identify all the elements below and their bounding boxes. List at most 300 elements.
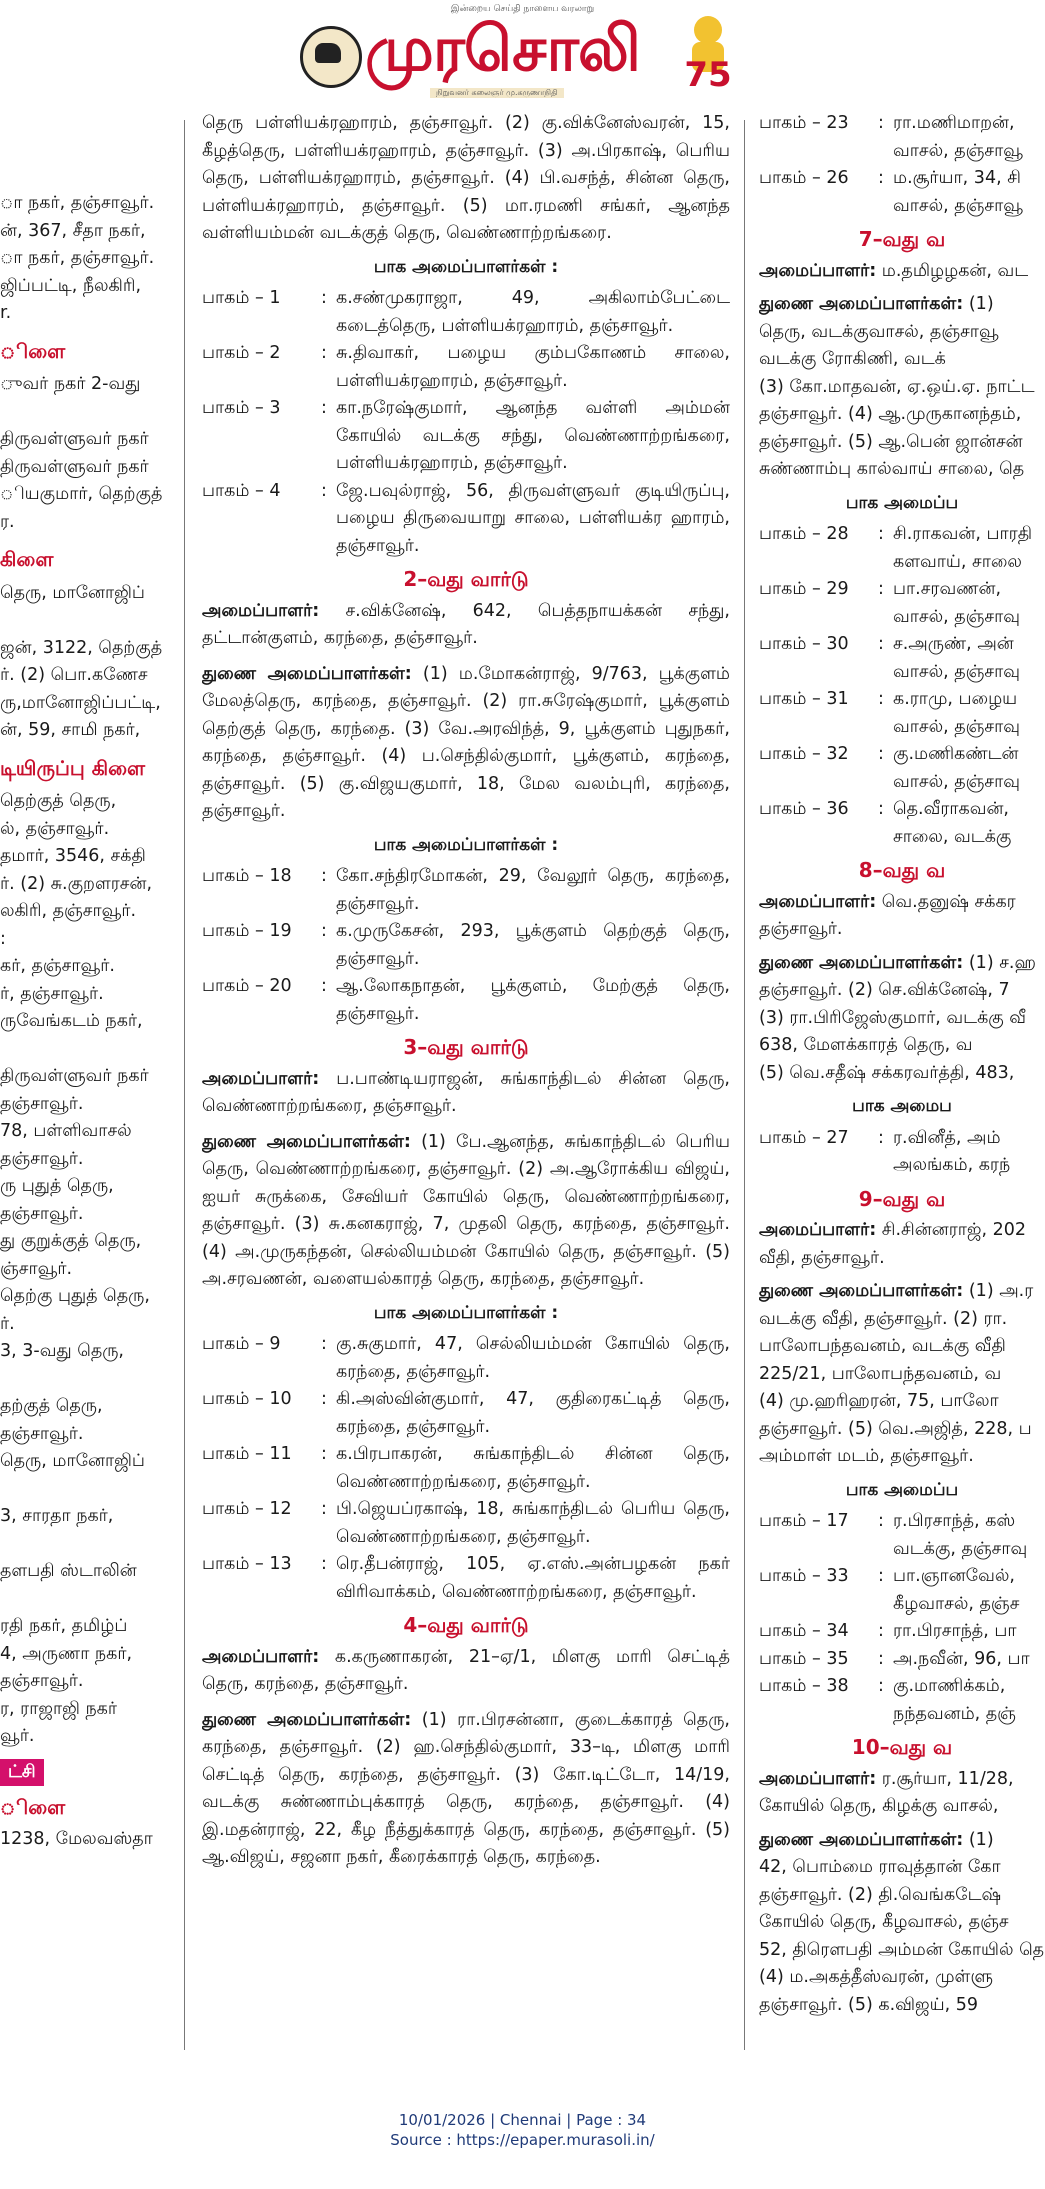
colon-separator: : [321,1334,327,1354]
bagam-value: ஆ.லோகநாதன், பூக்குளம், மேற்குத் தெரு, தஞ்சாவூர். [336,976,730,1024]
colon-separator: : [321,480,327,501]
masthead-tagline: இன்றைய செய்தி நாளைய வரலாறு [450,4,595,14]
bagam-number [759,1536,869,1564]
text-line [0,1476,166,1504]
bagam-value: ம.சூர்யா, 34, சி [893,168,1021,188]
text-line: தஞ்சாவூர். (4) ஆ.முருகானந்தம், [759,404,1022,424]
text-line: ா நகர், தஞ்சாவூர். [0,248,155,268]
text-line: கோயில் தெரு, கீழவாசல், தஞ்ச [759,1912,1009,1932]
text-line: 1238, மேலவஸ்தா [0,1828,153,1849]
text-line: (3) கோ.மாதவன், ஏ.ஒய்.ஏ. நாட்ட [759,376,1035,397]
colon-separator: : [321,398,327,418]
ward-8-lines [759,977,1045,1087]
bagam-number: பாகம் – 13 [202,1554,292,1574]
bagam-row [759,1701,1045,1729]
section-heading: ிளை [0,338,66,363]
ward-10-organizer [759,1766,1045,1794]
bagam-number [759,604,869,632]
section-subheading: பாக அமைப்பாளர்கள் : [373,834,559,855]
bagam-row [759,824,1045,852]
bagam-number: பாகம் – 36 [759,799,849,819]
text-line: (4) ம.அகத்தீஸ்வரன், முள்ளு [759,1967,993,1987]
bagam-value: ஜே.பவுல்ராஜ், 56, திருவள்ளுவர் குடியிருப்பு, பழைய திருவையாறு சாலை, பள்ளியக்ர ஹாரம், தஞ்சாவூர். [336,480,730,556]
bagam-number: பாகம் – 33 [759,1566,849,1586]
bagam-row [759,1563,1045,1591]
bagam-value: ரா.மணிமாறன், [893,113,1015,133]
bagam-row [759,576,1045,604]
colon-separator: : [878,1621,884,1641]
bagam-row [759,714,1045,742]
column-divider [744,120,745,2050]
ward-10-deputies [759,1827,1045,1855]
section-heading: கிளை [0,547,54,571]
colon-separator: : [878,524,884,544]
text-line [0,1586,166,1614]
text-line: தஞ்சாவூர். (2) தி.வெங்கடேஷ் [759,1884,1002,1905]
bagam-number [759,714,869,742]
section-subheading: பாக அமைப்ப [845,492,959,513]
bagam-row [202,1386,730,1441]
bagam-value: க.முருகேசன், 293, பூக்குளம் தெற்குத் தெரு, தஞ்சாவூர். [336,921,730,969]
bagam-number: பாகம் – 28 [759,524,849,544]
organizer-value: க.கருணாகரன், 21–ஏ/1, மிளகு மாரி செட்டித் தெரு, கரந்தை, தஞ்சாவூர். [202,1646,730,1694]
bagam-value: சு.திவாகர், பழைய கும்பகோணம் சாலை, பள்ளியக்ரஹாரம், தஞ்சாவூர். [336,343,730,391]
text-line: ுவர் நகர் 2-வது [0,374,141,394]
bagam-value: களவாய், சாலை [893,551,1022,572]
bagam-row [202,973,730,1028]
bagam-row [759,604,1045,632]
ward-heading-9: 9–வது வ [858,1186,946,1211]
bagam-number [759,769,869,797]
ward-8-organizer [759,889,1045,917]
text-line: லகிரி, தஞ்சாவூர். [0,901,137,921]
bagam-number [759,824,869,852]
ward-9-organizer [759,1217,1045,1245]
bagam-number [759,193,869,221]
deputies-value: (1) பே.ஆனந்த, சுங்காந்திடல் பெரிய தெரு, வெண்ணாற்றங்கரை, தஞ்சாவூர். (2) அ.ஆரோக்கிய விஜய், ஐயர் சுருக்கை, சேவியர் கோயில் தெரு, வெண்ணாற்றங்கரை, தஞ்சாவூர். (3) சு.கனகராஜ், 7, முதலி தெரு, கரந்தை, தஞ்சாவூர். (4) அ.முருகந்தன், செல்லியம்மன் கோயில் தெரு, தஞ்சாவூர். (5) அ.சரவணன், வளையல்காரத் தெரு, கரந்தை, தஞ்சாவூர். [202,1131,730,1289]
bagam-row [759,1618,1045,1646]
text-line: ஜன், 3122, தெற்குத் [0,637,163,658]
bagam-value: பா.ஞானவேல், [893,1566,1015,1586]
text-line: கோயில் தெரு, கிழக்கு வாசல், [759,1796,999,1816]
text-line: தளபதி ஸ்டாலின் [0,1561,137,1581]
ward-heading-3: 3–வது வார்டு [403,1035,529,1059]
text-line: திருவள்ளுவர் நகர் [0,456,149,477]
bagam-row [759,1591,1045,1619]
bagam-number: பாகம் – 11 [202,1444,292,1464]
bagam-list-3 [202,1331,730,1606]
colon-separator [869,193,893,221]
deputies-value: (1) ச.ஹ [963,952,1036,973]
colon-separator: : [878,689,884,709]
section-subheading: பாக அமைப்ப [845,1479,959,1500]
bagam-row [759,549,1045,577]
bagam-value: அலங்கம், கரந் [893,1155,1011,1175]
bagam-number [759,138,869,166]
bagam-number: பாகம் – 17 [759,1511,849,1531]
text-line: ரு புதுத் தெரு, [0,1176,114,1196]
bagam-number: பாகம் – 26 [759,168,849,188]
text-line: ர். (2) சு.குறளரசன், [0,873,153,894]
ward-heading-8: 8–வது வ [858,858,946,882]
organizer-value: ப.பாண்டியராஜன், சுங்காந்திடல் சின்ன தெரு, வெண்ணாற்றங்கரை, தஞ்சாவூர். [202,1068,730,1116]
colon-separator: : [321,343,327,363]
text-line: 78, பள்ளிவாசல் [0,1121,132,1141]
left-column [0,110,166,2060]
organizer-value: சி.சின்னராஜ், 202 [876,1220,1027,1240]
left-badge-wrap [0,1759,166,1787]
bagam-value: க.சண்முகராஜா, 49, அகிலாம்பேட்டை கடைத்தெரு, பள்ளியக்ரஹாரம், தஞ்சாவூர். [336,288,730,336]
bagam-number: பாகம் – 29 [759,579,849,599]
deputies-value: (1) அ.ர [963,1281,1034,1301]
organizer-label: அமைப்பாளர்: [759,260,877,281]
bagam-row [759,193,1045,221]
bagam-number: பாகம் – 12 [202,1499,292,1519]
text-line: ருவேங்கடம் நகர், [0,1011,143,1031]
colon-separator [869,1152,893,1180]
party-seal-icon [300,26,362,88]
colon-separator [869,1536,893,1564]
bagam-row [202,1331,730,1386]
bagam-number [759,1152,869,1180]
bagam-value: பா.சரவணன், [893,579,1002,599]
colon-separator: : [878,1511,884,1531]
bagam-number: பாகம் – 35 [759,1648,849,1669]
bagam-row [202,285,730,340]
bagam-number [759,549,869,577]
bagam-value: ர.வினீத், அம் [893,1127,1001,1148]
text-line: தஞ்சாவூர். (5) ஆ.பென் ஜான்சன் [759,431,1023,452]
text-line: (5) வெ.சதீஷ் சக்கரவர்த்தி, 483, [759,1062,1015,1083]
deputies-label: துணை அமைப்பாளர்கள்: [759,1829,964,1850]
bagam-value: வாசல், தஞ்சாவூ [893,195,1024,216]
section-subheading: பாக அமைப [852,1096,952,1116]
bagam-number: பாகம் – 10 [202,1389,292,1409]
text-line: வடக்கு ரோகிணி, வடக் [759,349,946,369]
text-line: ர், தஞ்சாவூர். [0,983,104,1004]
bagam-number: பாகம் – 34 [759,1621,849,1641]
bagam-number: பாகம் – 20 [202,976,292,996]
deputies-value: (1) ம.மோகன்ராஜ், 9/763, பூக்குளம் மேலத்தெரு, கரந்தை, தஞ்சாவூர். (2) ரா.சுரேஷ்குமார், பூக்குளம் தெற்குத் தெரு, கரந்தை. (3) வே.அரவிந்த், 9, பூக்குளம் புதுநகர், கரந்தை, தஞ்சாவூர். (4) ப.செந்தில்குமார், பூக்குளம், கரந்தை, தஞ்சாவூர். (5) கு.விஜயகுமார், 18, மேல வலம்புரி, கரந்தை, தஞ்சாவூர். [202,663,730,821]
text-line: தஞ்சாவூர். [0,1203,84,1224]
bagam-row [759,631,1045,659]
bagam-value: கு.மாணிக்கம், [893,1676,1006,1696]
text-line: : [0,928,6,949]
text-line: ஞ்சாவூர். [0,1258,73,1279]
text-line: 52, திரௌபதி அம்மன் கோயில் தெ [759,1939,1045,1960]
colon-separator: : [321,921,327,941]
bagam-list-8 [759,1125,1045,1180]
text-line: திருவள்ளுவர் நகர் [0,429,149,449]
bagam-row [759,1125,1045,1153]
intro-paragraph: தெரு பள்ளியக்ரஹாரம், தஞ்சாவூர். (2) கு.விக்னேஸ்வரன், 15, கீழத்தெரு, பள்ளியக்ரஹாரம், தஞ்சாவூர். (3) அ.பிரகாஷ், பெரிய தெரு, பள்ளியக்ரஹாரம், தஞ்சாவூர். (4) பி.வசந்த், சின்ன தெரு, பள்ளியக்ரஹாரம், தஞ்சாவூர். (5) மா.ரமணி சங்கர், ஆனந்த வள்ளியம்மன் வடக்குத் தெரு, வெண்ணாற்றங்கரை. [202,113,730,243]
bagam-number: பாகம் – 30 [759,634,849,654]
masthead-title: முரசொலி [365,12,640,85]
text-line: 3, சாரதா நகர், [0,1506,114,1526]
text-line: தஞ்சாவூர். [0,1093,84,1114]
bagam-value: ச.அருண், அன் [893,634,1014,654]
bagam-value: ரா.பிரசாந்த், பா [893,1621,1017,1641]
bagam-value: வடக்கு, தஞ்சாவு [893,1538,1028,1559]
bagam-row [759,796,1045,824]
bagam-value: கா.நரேஷ்குமார், ஆனந்த வள்ளி அம்மன் கோயில் வடக்கு சந்து, வெண்ணாற்றங்கரை, பள்ளியக்ரஹாரம், தஞ்சாவூர். [336,398,730,473]
bagam-value: தெ.வீராகவன், [893,799,1009,819]
bagam-row [759,1673,1045,1701]
colon-separator: : [878,113,884,133]
ward-7-deputies [759,291,1045,319]
footer-source-link[interactable]: Source : https://epaper.murasoli.in/ [390,2131,655,2149]
colon-separator: : [321,866,327,886]
organizer-label: அமைப்பாளர்: [759,891,877,912]
text-line: து குறுக்குத் தெரு, [0,1231,142,1251]
bagam-row [759,659,1045,687]
bagam-row [202,395,730,478]
colon-separator [869,1701,893,1729]
text-line: தஞ்சாவூர். [0,1423,84,1444]
bagam-number: பாகம் – 3 [202,398,281,418]
bagam-number: பாகம் – 38 [759,1676,849,1696]
colon-separator: : [878,744,884,764]
colon-separator: : [321,1444,327,1464]
organizer-label: அமைப்பாளர்: [759,1220,877,1240]
bagam-value: வாசல், தஞ்சாவூ [893,140,1024,161]
text-line: ர, ராஜாஜி நகர் [0,1698,118,1719]
text-line [0,1366,166,1394]
text-line: திருவள்ளுவர் நகர் [0,1066,149,1086]
colon-separator: : [878,1648,884,1669]
organizer-label: அமைப்பாளர்: [202,1646,320,1667]
colon-separator [869,604,893,632]
bagam-value: ரெ.தீபன்ராஜ், 105, ஏ.எஸ்.அன்பழகன் நகர் விரிவாக்கம், வெண்ணாற்றங்கரை, தஞ்சாவூர். [336,1554,730,1602]
ward-heading-7: 7–வது வ [858,227,946,251]
bagam-value: அ.நவீன், 96, பா [893,1648,1030,1669]
text-line: 225/21, பாலோபந்தவனம், வ [759,1363,1002,1384]
bagam-row [202,1441,730,1496]
bagam-number: பாகம் – 2 [202,343,281,363]
text-line: ர. [0,511,15,532]
masthead-subtitle: நிறுவனர் கலைஞர் மு.கருணாநிதி [430,88,564,98]
colon-separator [869,549,893,577]
anniversary-75-logo [670,8,746,90]
bagam-row [759,1536,1045,1564]
bagam-number [759,1591,869,1619]
colon-separator: : [878,634,884,654]
text-line: 42, பொம்மை ராவுத்தான் கோ [759,1857,1001,1877]
text-line: தெற்குத் தெரு, [0,791,117,811]
text-line: 638, மேளக்காரத் தெரு, வ [759,1035,973,1055]
bagam-row [759,1508,1045,1536]
text-line: ியகுமார், தெற்குத் [0,484,163,504]
text-line: தெரு, மானோஜிப் [0,582,145,603]
bagam-row [759,686,1045,714]
deputies-label: துணை அமைப்பாளர்கள்: [202,1131,411,1152]
colon-separator: : [878,1566,884,1586]
bagam-number: பாகம் – 31 [759,689,849,709]
bagam-row [202,1496,730,1551]
page-footer [0,2110,1045,2150]
ward-3-deputies [202,1129,730,1294]
text-line [0,607,166,635]
deputies-label: துணை அமைப்பாளர்கள்: [202,663,412,684]
organizer-label: அமைப்பாளர்: [759,1768,877,1789]
colon-separator: : [878,579,884,599]
text-line: வடக்கு வீதி, தஞ்சாவூர். (2) ரா. [759,1308,1008,1329]
deputies-label: துணை அமைப்பாளர்கள்: [759,1281,964,1301]
ward-2-organizer [202,598,730,653]
bagam-list-9 [759,1508,1045,1728]
bagam-row [202,478,730,561]
organizer-label: அமைப்பாளர்: [202,600,320,621]
ward-10-lines [759,1854,1045,2019]
bagam-row [202,340,730,395]
bagam-number: பாகம் – 32 [759,744,849,764]
text-line: தற்குத் தெரு, [0,1396,103,1416]
bagam-value: க.பிரபாகரன், சுங்காந்திடல் சின்ன தெரு, வெண்ணாற்றங்கரை, தஞ்சாவூர். [336,1444,730,1492]
organizer-value: ச.விக்னேஷ், 642, பெத்தநாயக்கன் சந்து, தட்டான்குளம், கரந்தை, தஞ்சாவூர். [202,600,730,648]
text-line [0,1531,166,1559]
text-line: வீதி, தஞ்சாவூர். [759,1247,885,1268]
ward-4-organizer [202,1644,730,1699]
section-subheading: பாக அமைப்பாளர்கள் : [373,256,559,277]
text-line: ர். (2) பொ.கணேச [0,665,148,685]
bagam-number: பாகம் – 1 [202,288,281,308]
bagam-row [202,918,730,973]
ward-2-deputies [202,661,730,826]
bagam-value: கு.மணிகண்டன் [893,744,1019,764]
organizer-value: வெ.தனுஷ் சக்கர [876,891,1016,912]
text-line: தஞ்சாவூர். [0,1671,84,1691]
text-line: ரு,மானோஜிப்பட்டி, [0,692,161,713]
bagam-value: கி.அஸ்வின்குமார், 47, குதிரைகட்டித் தெரு, கரந்தை, தஞ்சாவூர். [336,1389,730,1437]
bagam-value: வாசல், தஞ்சாவு [893,606,1021,627]
text-line: தெரு, மானோஜிப் [0,1451,145,1471]
ward-heading-4: 4–வது வார்டு [403,1613,529,1637]
text-line: தெரு, வடக்குவாசல், தஞ்சாவூ [759,321,999,342]
text-line: தமார், 3546, சக்தி [0,846,146,866]
section-heading: டியிருப்பு கிளை [0,755,146,780]
text-line: ல், தஞ்சாவூர். [0,818,110,839]
text-line: 3, 3-வது தெரு, [0,1341,124,1361]
bagam-row [759,1152,1045,1180]
colon-separator [869,138,893,166]
colon-separator: : [878,799,884,819]
ward-3-organizer [202,1066,730,1121]
bagam-value: பி.ஜெயப்ரகாஷ், 18, சுங்காந்திடல் பெரிய தெரு, வெண்ணாற்றங்கரை, தஞ்சாவூர். [336,1499,730,1547]
text-line [0,399,166,427]
text-line: r. [0,303,12,323]
bagam-row [759,1646,1045,1674]
colon-separator: : [321,1389,327,1409]
colon-separator: : [321,1554,327,1574]
colon-separator [869,1591,893,1619]
ward-4-deputies [202,1707,730,1872]
bagam-list-1 [202,285,730,560]
text-line: ஜிப்பட்டி, நீலகிரி, [0,275,142,296]
text-line: தஞ்சாவூர். (5) வெ.அஜித், 228, ப [759,1418,1032,1439]
colon-separator [869,824,893,852]
colon-separator: : [321,1499,327,1519]
text-line: வூர். [0,1726,35,1746]
left-lines-1 [0,190,166,328]
bagam-number: பாகம் – 19 [202,921,292,941]
colon-separator: : [878,1676,884,1696]
organizer-label: அமைப்பாளர்: [202,1068,320,1089]
bagam-row [759,521,1045,549]
ward-heading-10: 10–வது வ [851,1735,953,1759]
deputies-label: துணை அமைப்பாளர்கள்: [759,294,964,314]
colon-separator: : [321,288,327,308]
bagam-row [759,165,1045,193]
bagam-value: சி.ராகவன், பாரதி [893,524,1033,544]
bagam-row [202,1551,730,1606]
masthead [0,0,1045,105]
bagam-list-2 [202,863,730,1028]
text-line: தஞ்சாவூர். [0,1148,84,1169]
bagam-row [759,741,1045,769]
bagam-value: க.ராமு, பழைய [893,689,1018,709]
left-lines-4 [0,788,166,1751]
bagam-value: கோ.சந்திரமோகன், 29, வேலூர் தெரு, கரந்தை, தஞ்சாவூர். [336,866,730,914]
text-line: தஞ்சாவூர். (5) க.விஜய், 59 [759,1994,979,2015]
bagam-number: பாகம் – 27 [759,1127,849,1148]
column-divider [184,120,185,2050]
text-line: ர். [0,1313,15,1334]
bagam-value: கீழவாசல், தஞ்ச [893,1593,1020,1614]
bagam-value: கு.சுகுமார், 47, செல்லியம்மன் கோயில் தெரு, கரந்தை, தஞ்சாவூர். [336,1334,730,1382]
ward-heading-2: 2–வது வார்டு [403,567,529,591]
text-line: 4, அருணா நகர், [0,1643,133,1664]
section-subheading: பாக அமைப்பாளர்கள் : [373,1302,559,1323]
bagam-number: பாகம் – 18 [202,866,292,886]
colon-separator: : [878,168,884,188]
text-line: (3) ரா.பிரிஜேஸ்குமார், வடக்கு வீ [759,1007,1027,1028]
deputies-label: துணை அமைப்பாளர்கள்: [759,952,964,973]
text-line: ன், 367, சீதா நகர், [0,220,146,241]
text-line: சுண்ணாம்பு கால்வாய் சாலை, தெ [759,459,1025,479]
deputies-value: (1) [963,1829,994,1850]
colon-separator: : [878,1127,884,1148]
deputies-label: துணை அமைப்பாளர்கள்: [202,1709,412,1730]
colon-separator [869,714,893,742]
ward-7-lines [759,319,1045,484]
bagam-row [759,110,1045,138]
section-badge: ட்சி [0,1759,44,1787]
colon-separator [869,769,893,797]
text-line: அம்மாள் மடம், தஞ்சாவூர். [759,1446,974,1466]
bagam-value: ர.பிரசாந்த், கஸ் [893,1511,1016,1531]
bagam-number: பாகம் – 23 [759,113,849,133]
text-line: ன், 59, சாமி நகர், [0,720,141,740]
deputies-value: (1) ரா.பிரசன்னா, குடைக்காரத் தெரு, கரந்தை, தஞ்சாவூர். (2) ஹ.செந்தில்குமார், 33–டி, மிளகு மாரி செட்டித் தெரு, கரந்தை, தஞ்சாவூர். (3) கோ.டிட்டோ, 14/19, வடக்கு சுண்ணாம்புக்காரத் தெரு, கரந்தை, தஞ்சாவூர். (4) இ.மதன்ராஜ், 22, கீழ நீத்துக்காரத் தெரு, கரந்தை, தஞ்சாவூர். (5) ஆ.விஜய், சஜனா நகர், கீரைக்காரத் தெரு, கரந்தை. [202,1709,730,1867]
text-line [0,1036,166,1064]
deputies-value: (1) [963,294,994,314]
anniversary-number: 75 [684,55,732,90]
middle-column [202,110,730,2060]
bagam-value: வாசல், தஞ்சாவு [893,771,1021,792]
section-heading: ிளை [0,1795,66,1819]
text-line: ரதி நகர், தமிழ்ப் [0,1616,128,1636]
bagam-list-top [759,110,1045,220]
bagam-number [759,659,869,687]
bagam-number: பாகம் – 9 [202,1334,281,1354]
footer-date-line: 10/01/2026 | Chennai | Page : 34 [398,2111,647,2129]
text-line: கர், தஞ்சாவூர். [0,956,115,976]
bagam-value: நந்தவனம், தஞ் [893,1703,1016,1724]
bagam-value: சாலை, வடக்கு [893,826,1012,847]
bagam-number [759,1701,869,1729]
bagam-value: வாசல், தஞ்சாவு [893,716,1021,737]
text-line: தஞ்சாவூர். [759,919,843,939]
